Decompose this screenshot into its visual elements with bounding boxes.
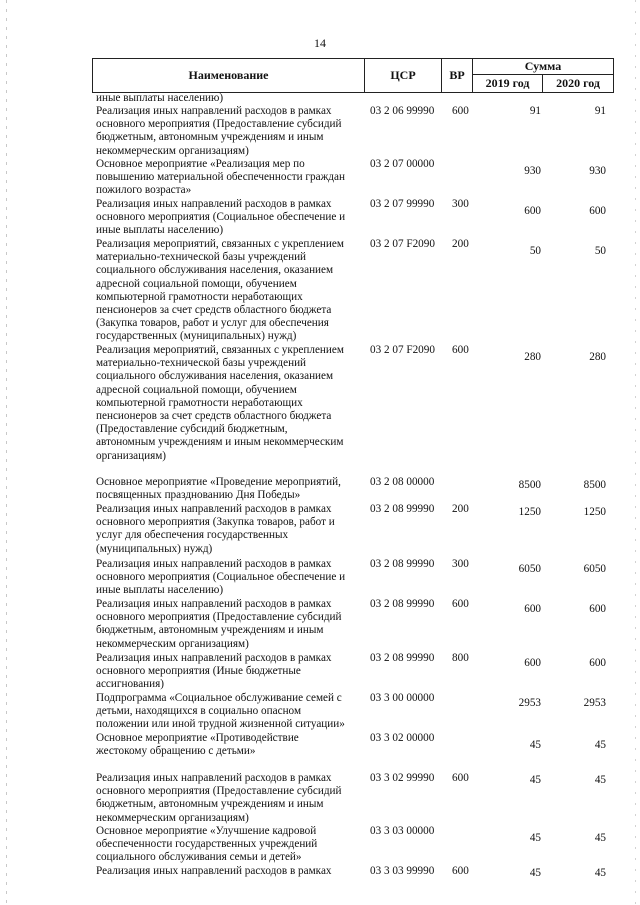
row-vr: 600: [452, 865, 469, 877]
row-sum-2020: 45: [594, 774, 606, 786]
row-name: Реализация иных направлений расходов в рамках основного мероприятия (Иные бюджетные ассигнования): [96, 652, 332, 691]
row-sum-2020: 6050: [583, 563, 606, 575]
row-csr: 03 2 06 99990: [370, 105, 435, 117]
row-name: Реализация иных направлений расходов в рамках основного мероприятия (Закупка товаров, работ и услуг для обеспечения государственных (муниципальных) нужд): [96, 503, 335, 555]
row-csr: 03 2 07 F2090: [370, 238, 435, 250]
row-vr: 600: [452, 772, 469, 784]
row-vr: 200: [452, 238, 469, 250]
row-vr: 600: [452, 598, 469, 610]
row-sum-2020: 1250: [583, 506, 606, 518]
row-csr: 03 2 08 99990: [370, 598, 435, 610]
row-name: Подпрограмма «Социальное обслуживание семей с детьми, находящихся в социально опасном положении или иной трудной жизненной ситуации»: [96, 692, 345, 731]
row-sum-2019: 8500: [518, 479, 541, 491]
row-sum-2019: 6050: [518, 563, 541, 575]
header-year-2020: 2020 год: [556, 76, 600, 90]
row-sum-2020: 600: [589, 603, 606, 615]
row-csr: 03 2 08 00000: [370, 476, 435, 488]
row-csr: 03 2 07 F2090: [370, 344, 435, 356]
row-csr: 03 3 03 99990: [370, 865, 435, 877]
header-name: Наименование: [93, 59, 365, 92]
row-vr: 300: [452, 558, 469, 570]
header-vr: ВР: [442, 59, 473, 92]
row-vr: 800: [452, 652, 469, 664]
row-sum-2019: 930: [524, 165, 541, 177]
row-name: Реализация иных направлений расходов в рамках основного мероприятия (Предоставление субсидий бюджетным, автономным учреждениям и иным некоммерческим организациям): [96, 598, 342, 650]
row-name: Реализация мероприятий, связанных с укреплением материально-технической базы учреждений социального обслуживания населения, оказанием адресной социальной помощи, обучением компьютерной грамотности неработающих пенсионеров за счет средств областного бюджета (Закупка товаров, работ и услуг для обеспечения государственных (муниципальных) нужд): [96, 238, 344, 343]
row-csr: 03 3 02 99990: [370, 772, 435, 784]
row-sum-2020: 45: [594, 832, 606, 844]
row-sum-2019: 600: [524, 603, 541, 615]
scan-edge-right: [635, 0, 636, 905]
row-sum-2019: 50: [529, 245, 541, 257]
row-sum-2020: 600: [589, 205, 606, 217]
row-csr: 03 3 00 00000: [370, 692, 435, 704]
row-sum-2020: 930: [589, 165, 606, 177]
row-vr: 600: [452, 105, 469, 117]
table-header: [92, 58, 614, 93]
row-sum-2019: 91: [529, 105, 541, 117]
row-name: Реализация мероприятий, связанных с укреплением материально-технической базы учреждений социального обслуживания населения, оказанием адресной социальной помощи, обучением компьютерной грамотности неработающих пенсионеров за счет средств областного бюджета (Предоставление субсидий бюджетным, автономным учреждениям и иным некоммерческим организациям): [96, 344, 344, 462]
scan-edge-left: [6, 0, 7, 905]
row-sum-2019: 600: [524, 205, 541, 217]
row-sum-2019: 45: [529, 774, 541, 786]
row-vr: 300: [452, 198, 469, 210]
row-sum-2019: 45: [529, 867, 541, 879]
row-sum-2020: 280: [589, 351, 606, 363]
row-sum-2020: 600: [589, 657, 606, 669]
row-vr: 200: [452, 503, 469, 515]
row-csr: 03 2 08 99990: [370, 558, 435, 570]
row-sum-2020: 91: [594, 105, 606, 117]
row-sum-2019: 45: [529, 739, 541, 751]
row-name: Основное мероприятие «Реализация мер по повышению материальной обеспеченности граждан пожилого возраста»: [96, 158, 345, 197]
row-name: Реализация иных направлений расходов в рамках основного мероприятия (Предоставление субсидий бюджетным, автономным учреждениям и иным некоммерческим организациям): [96, 105, 342, 157]
header-csr: ЦСР: [365, 59, 442, 92]
row-sum-2019: 45: [529, 832, 541, 844]
row-sum-2019: 280: [524, 351, 541, 363]
row-name: Основное мероприятие «Проведение мероприятий, посвященных празднованию Дня Победы»: [96, 476, 341, 502]
row-csr: 03 2 07 00000: [370, 158, 435, 170]
row-name: Реализация иных направлений расходов в рамках основного мероприятия (Социальное обеспечение и иные выплаты населению): [96, 198, 346, 237]
row-name: Основное мероприятие «Улучшение кадровой обеспеченности государственных учреждений социального обслуживания семьи и детей»: [96, 825, 318, 864]
row-sum-2020: 45: [594, 867, 606, 879]
header-sum: Сумма: [473, 59, 613, 75]
row-sum-2020: 50: [594, 245, 606, 257]
row-sum-2020: 8500: [583, 479, 606, 491]
page-number: 14: [314, 36, 326, 50]
row-csr: 03 3 02 00000: [370, 732, 435, 744]
row-name: Реализация иных направлений расходов в рамках основного мероприятия (Социальное обеспечение и иные выплаты населению): [96, 558, 346, 597]
row-name: Реализация иных направлений расходов в рамках основного мероприятия (Предоставление субсидий бюджетным, автономным учреждениям и иным некоммерческим организациям): [96, 772, 342, 824]
row-csr: 03 3 03 00000: [370, 825, 435, 837]
row-sum-2019: 2953: [518, 697, 541, 709]
row-sum-2020: 45: [594, 739, 606, 751]
row-csr: 03 2 07 99990: [370, 198, 435, 210]
row-sum-2020: 2953: [583, 697, 606, 709]
row-name: Основное мероприятие «Противодействие жестокому обращению с детьми»: [96, 732, 299, 758]
row-vr: 600: [452, 344, 469, 356]
row-name: Реализация иных направлений расходов в рамках: [96, 865, 332, 877]
row-csr: 03 2 08 99990: [370, 652, 435, 664]
header-year-2019: 2019 год: [473, 75, 543, 92]
row-sum-2019: 1250: [518, 506, 541, 518]
row-sum-2019: 600: [524, 657, 541, 669]
row-name: иные выплаты населению): [96, 92, 224, 104]
row-csr: 03 2 08 99990: [370, 503, 435, 515]
